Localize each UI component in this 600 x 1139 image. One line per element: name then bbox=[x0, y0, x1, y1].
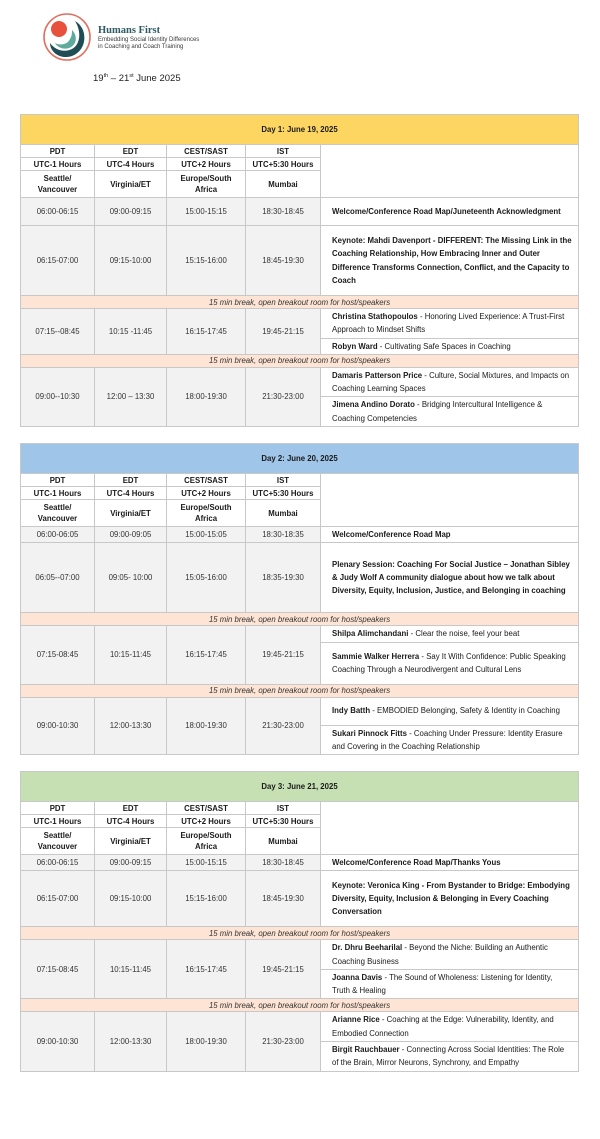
time-cell: 09:00--10:30 bbox=[21, 367, 95, 426]
timezone-label: EDT bbox=[95, 474, 167, 487]
time-cell: 12:00 – 13:30 bbox=[95, 367, 167, 426]
session-title: Keynote: Veronica King - From Bystander to Bridge: Embodying Diversity, Equity, Inclusion & Belonging in Every Coaching Conversation bbox=[332, 880, 570, 917]
session-title: Plenary Session: Coaching For Social Justice – Jonathan Sibley & Judy Wolf A community dialogue about how we talk about Diversity, Equity, Inclusion, Justice, and Belonging in coaching bbox=[332, 559, 570, 596]
speaker-name: Birgit Rauchbauer bbox=[332, 1045, 400, 1055]
session-cell bbox=[321, 697, 579, 725]
timezone-label: IST bbox=[246, 802, 321, 815]
break-row: 15 min break, open breakout room for host/speakers bbox=[21, 927, 579, 940]
utc-offset-label: UTC+2 Hours bbox=[167, 815, 246, 828]
session-cell bbox=[321, 626, 579, 642]
timezone-label: IST bbox=[246, 145, 321, 158]
speaker-name: Arianne Rice bbox=[332, 1015, 380, 1025]
city-label: Virginia/ET bbox=[95, 828, 167, 855]
time-cell: 19:45-21:15 bbox=[246, 309, 321, 355]
time-cell: 07:15--08:45 bbox=[21, 309, 95, 355]
session-cell bbox=[321, 642, 579, 684]
time-cell: 06:15-07:00 bbox=[21, 226, 95, 296]
timezone-label: CEST/SAST bbox=[167, 474, 246, 487]
timezone-label: PDT bbox=[21, 145, 95, 158]
time-cell: 15:15-16:00 bbox=[167, 226, 246, 296]
city-label: Seattle/ Vancouver bbox=[21, 828, 95, 855]
city-label: Seattle/ Vancouver bbox=[21, 500, 95, 527]
session-cell bbox=[321, 725, 579, 755]
time-cell: 09:15-10:00 bbox=[95, 871, 167, 927]
time-cell: 10:15 -11:45 bbox=[95, 309, 167, 355]
time-cell: 21:30-23:00 bbox=[246, 367, 321, 426]
session-cell bbox=[321, 940, 579, 970]
utc-offset-label: UTC-1 Hours bbox=[21, 487, 95, 500]
time-cell: 06:15-07:00 bbox=[21, 871, 95, 927]
session-cell bbox=[321, 1012, 579, 1042]
session-title: - Coaching at the Edge: Vulnerability, Identity, and Embodied Connection bbox=[332, 1015, 554, 1038]
time-cell: 19:45-21:15 bbox=[246, 940, 321, 999]
utc-offset-label: UTC-4 Hours bbox=[95, 487, 167, 500]
time-cell: 18:45-19:30 bbox=[246, 871, 321, 927]
session-cell bbox=[321, 338, 579, 354]
speaker-name: Indy Batth bbox=[332, 706, 371, 716]
session-cell bbox=[321, 367, 579, 397]
utc-offset-label: UTC+5:30 Hours bbox=[246, 158, 321, 171]
timezone-label: EDT bbox=[95, 802, 167, 815]
time-cell: 09:15-10:00 bbox=[95, 226, 167, 296]
city-label: Europe/South Africa bbox=[167, 171, 246, 198]
session-title: - Say It With Confidence: Public Speaking Coaching Through a Neurodivergent and Cultural Lens bbox=[332, 651, 566, 675]
utc-offset-label: UTC+2 Hours bbox=[167, 158, 246, 171]
time-cell: 18:00-19:30 bbox=[167, 1012, 246, 1071]
city-label: Europe/South Africa bbox=[167, 828, 246, 855]
break-row: 15 min break, open breakout room for host/speakers bbox=[21, 354, 579, 367]
city-label: Mumbai bbox=[246, 500, 321, 527]
session-title: Keynote: Mahdi Davenport - DIFFERENT: The Missing Link in the Coaching Relationship, How Embracing Inner and Outer Difference Transforms Connection, Conflict, and the Capacity to Coach bbox=[332, 235, 572, 285]
session-title: - The Sound of Wholeness: Listening for Identity, Truth & Healing bbox=[332, 972, 553, 996]
time-cell: 10:15-11:45 bbox=[95, 940, 167, 999]
city-label: Seattle/ Vancouver bbox=[21, 171, 95, 198]
utc-offset-label: UTC-1 Hours bbox=[21, 158, 95, 171]
utc-offset-label: UTC-4 Hours bbox=[95, 158, 167, 171]
session-title: - Honoring Lived Experience: A Trust-First Approach to Mindset Shifts bbox=[332, 312, 565, 335]
time-cell: 10:15-11:45 bbox=[95, 626, 167, 684]
speaker-name: Joanna Davis bbox=[332, 972, 383, 982]
session-cell bbox=[321, 543, 579, 613]
day-title: Day 1: June 19, 2025 bbox=[21, 115, 579, 145]
day-title: Day 3: June 21, 2025 bbox=[21, 772, 579, 802]
time-cell: 09:00-09:15 bbox=[95, 198, 167, 226]
brand-title: Humans First bbox=[98, 25, 161, 36]
speaker-name: Sammie Walker Herrera bbox=[332, 651, 420, 661]
session-title: - Bridging Intercultural Intelligence & Coaching Competencies bbox=[332, 400, 543, 423]
utc-offset-label: UTC+5:30 Hours bbox=[246, 487, 321, 500]
speaker-name: Robyn Ward bbox=[332, 341, 378, 351]
header-blank-cell bbox=[321, 802, 579, 855]
brand-subtitle-line-2: in Coaching and Coach Training bbox=[98, 44, 184, 51]
time-cell: 18:00-19:30 bbox=[167, 367, 246, 426]
break-row: 15 min break, open breakout room for host/speakers bbox=[21, 684, 579, 697]
time-cell: 06:00-06:15 bbox=[21, 198, 95, 226]
humans-first-logo-icon bbox=[42, 12, 92, 62]
speaker-name: Christina Stathopoulos bbox=[332, 312, 418, 321]
time-cell: 12:00-13:30 bbox=[95, 1012, 167, 1071]
time-cell: 09:00-09:05 bbox=[95, 527, 167, 543]
timezone-label: CEST/SAST bbox=[167, 802, 246, 815]
session-cell bbox=[321, 855, 579, 871]
time-cell: 09:05- 10:00 bbox=[95, 543, 167, 613]
header-blank-cell bbox=[321, 474, 579, 527]
time-cell: 18:30-18:35 bbox=[246, 527, 321, 543]
utc-offset-label: UTC+2 Hours bbox=[167, 487, 246, 500]
time-cell: 21:30-23:00 bbox=[246, 1012, 321, 1071]
timezone-label: PDT bbox=[21, 474, 95, 487]
time-cell: 06:00-06:15 bbox=[21, 855, 95, 871]
time-cell: 09:00-10:30 bbox=[21, 697, 95, 755]
session-title: - Beyond the Niche: Building an Authentic Coaching Business bbox=[332, 943, 548, 966]
timezone-label: CEST/SAST bbox=[167, 145, 246, 158]
session-title: - Culture, Social Mixtures, and Impacts on Coaching Learning Spaces bbox=[332, 370, 570, 394]
day-3-schedule-table bbox=[20, 771, 579, 1072]
city-label: Mumbai bbox=[246, 828, 321, 855]
time-cell: 18:45-19:30 bbox=[246, 226, 321, 296]
session-cell bbox=[321, 969, 579, 999]
session-title: - Clear the noise, feel your beat bbox=[408, 629, 520, 639]
break-row: 15 min break, open breakout room for host/speakers bbox=[21, 296, 579, 309]
session-cell bbox=[321, 226, 579, 296]
brand-subtitle-line-1: Embedding Social Identity Differences bbox=[98, 37, 200, 43]
time-cell: 15:00-15:15 bbox=[167, 855, 246, 871]
city-label: Mumbai bbox=[246, 171, 321, 198]
time-cell: 18:00-19:30 bbox=[167, 697, 246, 755]
time-cell: 16:15-17:45 bbox=[167, 309, 246, 355]
time-cell: 16:15-17:45 bbox=[167, 940, 246, 999]
time-cell: 15:05-16:00 bbox=[167, 543, 246, 613]
time-cell: 18:30-18:45 bbox=[246, 198, 321, 226]
conference-dates: 19th – 21st June 2025 bbox=[93, 73, 181, 85]
city-label: Virginia/ET bbox=[95, 500, 167, 527]
session-title: - Cultivating Safe Spaces in Coaching bbox=[377, 341, 511, 351]
header-blank-cell bbox=[321, 145, 579, 198]
city-label: Europe/South Africa bbox=[167, 500, 246, 527]
session-cell bbox=[321, 397, 579, 427]
session-cell bbox=[321, 871, 579, 927]
day-title: Day 2: June 20, 2025 bbox=[21, 444, 579, 474]
page-header bbox=[42, 12, 342, 64]
time-cell: 09:00-10:30 bbox=[21, 1012, 95, 1071]
timezone-label: PDT bbox=[21, 802, 95, 815]
time-cell: 12:00-13:30 bbox=[95, 697, 167, 755]
time-cell: 07:15-08:45 bbox=[21, 626, 95, 684]
speaker-name: Jimena Andino Dorato bbox=[332, 400, 415, 410]
timezone-label: EDT bbox=[95, 145, 167, 158]
break-row: 15 min break, open breakout room for host/speakers bbox=[21, 999, 579, 1012]
time-cell: 15:00-15:15 bbox=[167, 198, 246, 226]
time-cell: 19:45-21:15 bbox=[246, 626, 321, 684]
day-2-schedule-table bbox=[20, 443, 579, 755]
utc-offset-label: UTC-1 Hours bbox=[21, 815, 95, 828]
time-cell: 07:15-08:45 bbox=[21, 940, 95, 999]
speaker-name: Damaris Patterson Price bbox=[332, 370, 423, 380]
session-title: Welcome/Conference Road Map/Juneteenth Acknowledgment bbox=[332, 206, 561, 216]
time-cell: 18:35-19:30 bbox=[246, 543, 321, 613]
session-title: Welcome/Conference Road Map bbox=[332, 530, 451, 539]
time-cell: 16:15-17:45 bbox=[167, 626, 246, 684]
session-title: - EMBODIED Belonging, Safety & Identity in Coaching bbox=[370, 706, 560, 716]
timezone-label: IST bbox=[246, 474, 321, 487]
time-cell: 06:00-06:05 bbox=[21, 527, 95, 543]
time-cell: 15:15-16:00 bbox=[167, 871, 246, 927]
session-cell bbox=[321, 309, 579, 339]
time-cell: 15:00-15:05 bbox=[167, 527, 246, 543]
time-cell: 06:05--07:00 bbox=[21, 543, 95, 613]
speaker-name: Shilpa Alimchandani bbox=[332, 629, 409, 639]
session-cell bbox=[321, 1042, 579, 1072]
break-row: 15 min break, open breakout room for host/speakers bbox=[21, 613, 579, 626]
utc-offset-label: UTC-4 Hours bbox=[95, 815, 167, 828]
session-title: Welcome/Conference Road Map/Thanks Yous bbox=[332, 858, 501, 867]
speaker-name: Sukari Pinnock Fitts bbox=[332, 728, 407, 738]
session-cell bbox=[321, 198, 579, 226]
time-cell: 09:00-09:15 bbox=[95, 855, 167, 871]
session-cell bbox=[321, 527, 579, 543]
day-1-schedule-table bbox=[20, 114, 579, 427]
time-cell: 21:30-23:00 bbox=[246, 697, 321, 755]
session-title: - Coaching Under Pressure: Identity Erasure and Covering in the Coaching Relationship bbox=[332, 728, 563, 751]
time-cell: 18:30-18:45 bbox=[246, 855, 321, 871]
city-label: Virginia/ET bbox=[95, 171, 167, 198]
speaker-name: Dr. Dhru Beeharilal bbox=[332, 943, 403, 953]
utc-offset-label: UTC+5:30 Hours bbox=[246, 815, 321, 828]
session-title: - Connecting Across Social Identities: The Role of the Brain, Mirror Neurons, Synchrony, and Empathy bbox=[332, 1045, 565, 1068]
